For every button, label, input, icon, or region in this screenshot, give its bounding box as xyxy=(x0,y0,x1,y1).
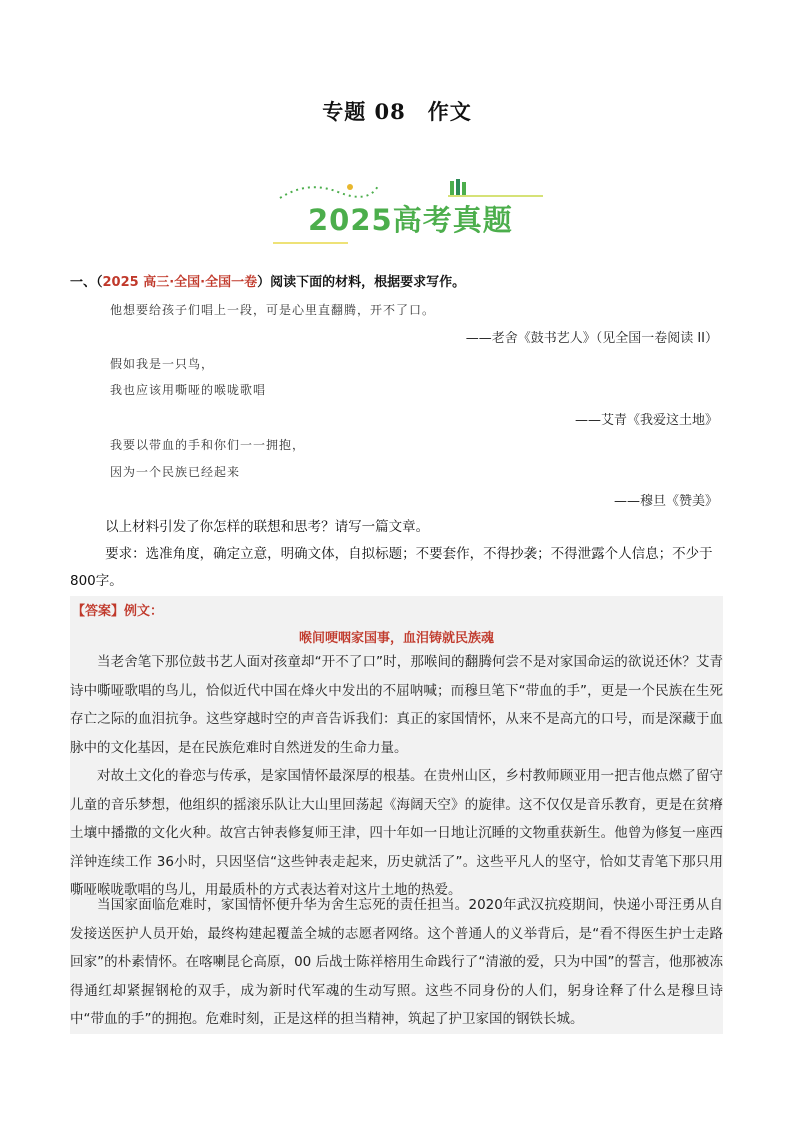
material-line: 我要以带血的手和你们一一拥抱， xyxy=(110,438,306,452)
answer-label: 【答案】例文： xyxy=(72,604,164,619)
question-heading xyxy=(70,271,730,290)
material-cite: ——穆旦《赞美》 xyxy=(613,494,718,509)
essay-paragraph: 当国家面临危难时，家国情怀便升华为舍生忘死的责任担当。2020年武汉抗疫期间，快递小哥汪勇从自发接送医护人员开始，最终构建起覆盖全城的志愿者网络。这个普通人的义举背后，是“看不得医生护士走路回家”的朴素情怀。在喀喇昆仑高原，00 后战士陈祥榕用生命践行了“清澈的爱，只为中国”的誓言，他那被冻得通红却紧握钢枪的双手，成为新时代军魂的生动写照。这些不同身份的人们，躬身诠释了什么是穆旦诗中“带血的手”的拥抱。危难时刻，正是这样的担当精神，筑起了护卫家国的钢铁长城。 xyxy=(70,897,723,1027)
material-line: 假如我是一只鸟， xyxy=(110,357,215,371)
essay-paragraph: 当老舍笔下那位鼓书艺人面对孩童却“开不了口”时，那喉间的翻腾何尝不是对家国命运的欲说还休？艾青诗中嘶哑歌唱的鸟儿，恰似近代中国在烽火中发出的不屈呐喊；而穆旦笔下“带血的手”，更是一个民族在生死存亡之际的血泪抗争。这些穿越时空的声音告诉我们：真正的家国情怀，从来不是高亢的口号，而是深藏于血脉中的文化基因，是在民族危难时自然迸发的生命力量。 xyxy=(70,654,723,756)
question-prefix: 一、（ xyxy=(70,275,103,290)
material-line: 我也应该用嘶哑的喉咙歌唱 xyxy=(110,383,267,397)
material-cite: ——艾青《我爱这土地》 xyxy=(574,413,718,428)
essay-paragraph: 对故土文化的眷恋与传承，是家国情怀最深厚的根基。在贵州山区，乡村教师顾亚用一把吉他点燃了留守儿童的音乐梦想，他组织的摇滚乐队让大山里回荡起《海阔天空》的旋律。这不仅仅是音乐教育，更是在贫瘠土壤中播撒的文化火种。故宫古钟表修复师王津，四十年如一日地让沉睡的文物重获新生。他曾为修复一座西洋钟连续工作 36小时，只因坚信“这些钟表走起来，历史就活了”。这些平凡人的坚守，恰如艾青笔下那只用嘶哑喉咙歌唱的鸟儿，用最质朴的方式表达着对这片土地的热爱。 xyxy=(70,768,723,898)
section-banner xyxy=(268,176,548,248)
question-instruction: ）阅读下面的材料，根据要求写作。 xyxy=(257,275,466,290)
writing-requirements: 要求：选准角度，确定立意，明确文体，自拟标题；不要套作，不得抄袭；不得泄露个人信息；不少于 800字。 xyxy=(70,546,713,589)
material-line: 他想要给孩子们唱上一段，可是心里直翻腾，开不了口。 xyxy=(110,303,436,317)
material-cite: ——老舍《鼓书艺人》（见全国一卷阅读 II） xyxy=(465,331,718,346)
banner-title: 2025高考真题 xyxy=(308,203,513,237)
essay-title: 喉间哽咽家国事，血泪铸就民族魂 xyxy=(298,631,494,646)
page-title: 专题 08 作文 xyxy=(322,99,472,124)
material-line: 因为一个民族已经起来 xyxy=(110,465,241,479)
question-source: 2025 高三·全国·全国一卷 xyxy=(102,275,258,290)
writing-prompt: 以上材料引发了你怎样的联想和思考？请写一篇文章。 xyxy=(105,519,430,535)
